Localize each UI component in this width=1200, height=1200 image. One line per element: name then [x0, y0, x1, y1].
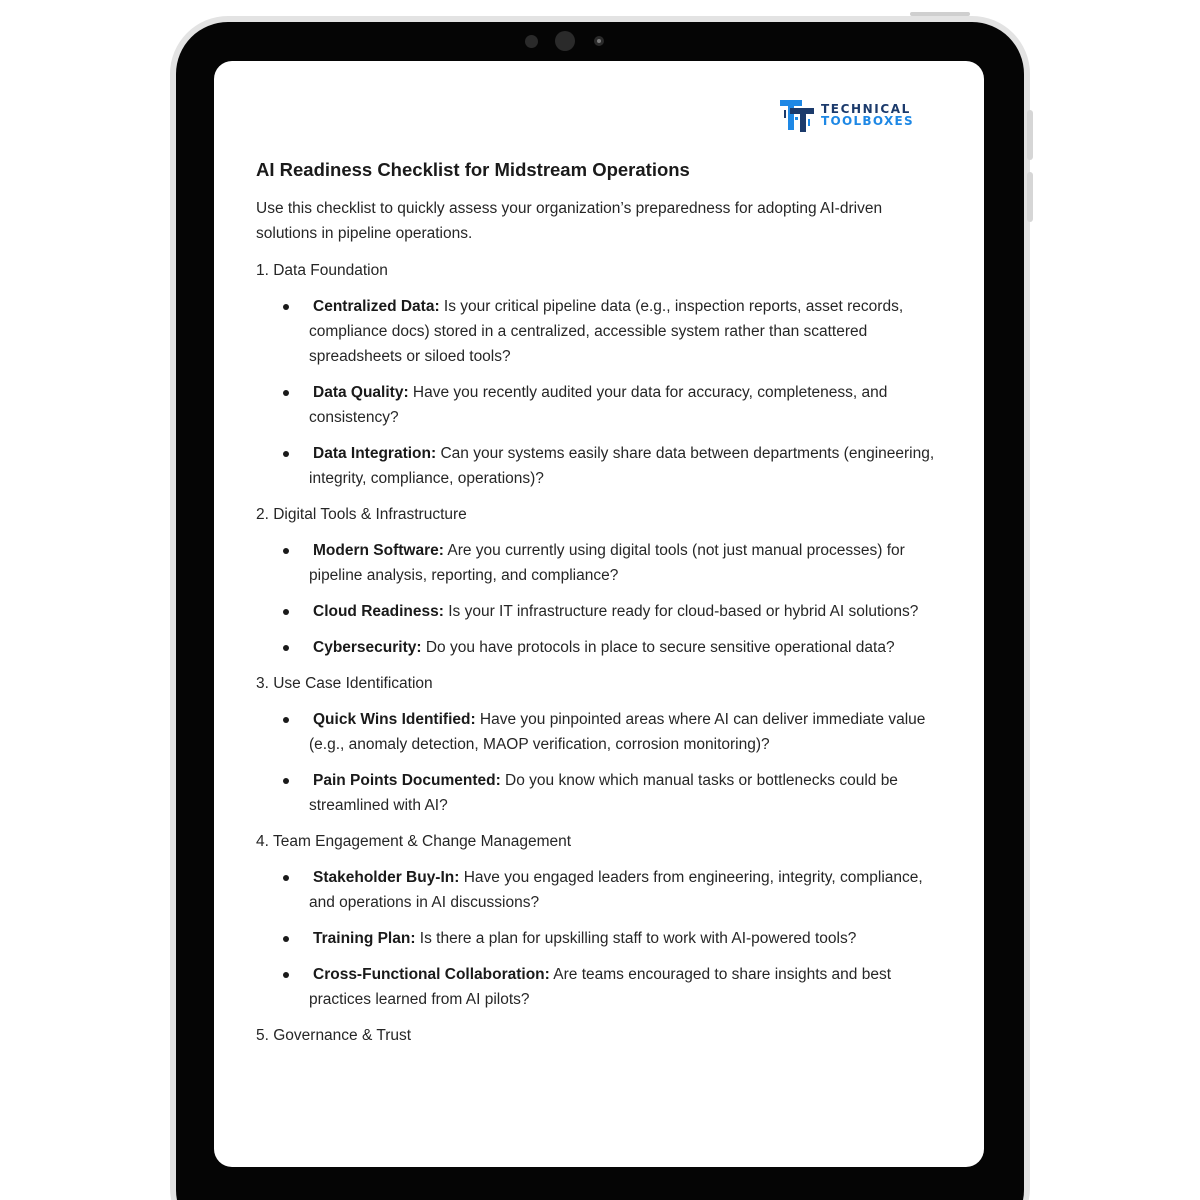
section-heading: 2. Digital Tools & Infrastructure	[256, 506, 467, 523]
bullet-icon	[283, 778, 289, 784]
bullet-icon	[283, 972, 289, 978]
checklist-item	[256, 707, 946, 757]
section-use-case-identification	[256, 671, 946, 818]
item-text: Is there a plan for upskilling staff to work with AI-powered tools?	[415, 930, 857, 947]
section-data-foundation	[256, 258, 946, 491]
item-text: Are you currently using digital tools (not just manual processes) for pipeline analysis, reporting, and compliance?	[309, 542, 905, 584]
logo-text-technical: TECHNICAL	[821, 102, 911, 116]
checklist-item	[256, 294, 946, 369]
checklist-item	[256, 768, 946, 818]
checklist-item	[256, 962, 946, 1012]
camera-icon	[555, 31, 575, 51]
section-heading: 1. Data Foundation	[256, 262, 388, 279]
item-text: Do you know which manual tasks or bottlenecks could be streamlined with AI?	[309, 772, 898, 814]
sensor-icon	[525, 35, 538, 48]
item-text: Can your systems easily share data between departments (engineering, integrity, compliance, operations)?	[309, 445, 935, 487]
bullet-icon	[283, 390, 289, 396]
bullet-icon	[283, 717, 289, 723]
item-text: Is your critical pipeline data (e.g., inspection reports, asset records, compliance docs) stored in a centralized, accessible system rather than scattered spreadsheets or siloed tools?	[309, 298, 904, 365]
section-heading: 3. Use Case Identification	[256, 675, 433, 692]
item-term: Modern Software:	[313, 542, 444, 559]
bullet-icon	[283, 936, 289, 942]
checklist-item	[256, 599, 946, 624]
bullet-list	[256, 707, 946, 818]
item-term: Data Integration:	[313, 445, 437, 462]
item-term: Cloud Readiness:	[313, 603, 444, 620]
tablet-volume-down-button	[1027, 172, 1033, 222]
section-heading: 4. Team Engagement & Change Management	[256, 833, 572, 850]
tablet-screen	[214, 61, 984, 1167]
bullet-icon	[283, 875, 289, 881]
item-text: Have you recently audited your data for accuracy, completeness, and consistency?	[309, 384, 888, 426]
section-digital-tools	[256, 502, 946, 660]
technical-toolboxes-logo-icon	[779, 97, 815, 133]
bullet-icon	[283, 609, 289, 615]
item-term: Cross-Functional Collaboration:	[313, 966, 550, 983]
checklist-item	[256, 380, 946, 430]
item-term: Stakeholder Buy-In:	[313, 869, 460, 886]
checklist-item	[256, 538, 946, 588]
logo-text-toolboxes: TOOLBOXES	[821, 114, 914, 128]
item-text: Have you pinpointed areas where AI can deliver immediate value (e.g., anomaly detection, MAOP verification, corrosion monitoring)?	[309, 711, 926, 753]
tablet-volume-up-button	[1027, 110, 1033, 160]
section-heading: 5. Governance & Trust	[256, 1027, 412, 1044]
item-text: Do you have protocols in place to secure sensitive operational data?	[421, 639, 895, 656]
item-term: Training Plan:	[313, 930, 416, 947]
item-term: Centralized Data:	[313, 298, 440, 315]
bullet-icon	[283, 451, 289, 457]
item-term: Pain Points Documented:	[313, 772, 501, 789]
tablet-top-button	[910, 12, 970, 16]
item-term: Data Quality:	[313, 384, 409, 401]
bullet-list	[256, 538, 946, 660]
bullet-list	[256, 294, 946, 491]
item-term: Cybersecurity:	[313, 639, 422, 656]
item-text: Is your IT infrastructure ready for cloud-based or hybrid AI solutions?	[443, 603, 919, 620]
checklist-item	[256, 635, 946, 660]
checklist-item	[256, 865, 946, 915]
company-logo	[779, 97, 914, 133]
checklist-item	[256, 926, 946, 951]
section-team-engagement	[256, 829, 946, 1012]
item-term: Quick Wins Identified:	[313, 711, 476, 728]
item-text: Have you engaged leaders from engineering, integrity, compliance, and operations in AI discussions?	[309, 869, 923, 911]
bullet-icon	[283, 645, 289, 651]
item-text: Are teams encouraged to share insights and best practices learned from AI pilots?	[309, 966, 892, 1008]
intro-paragraph: Use this checklist to quickly assess your organization’s preparedness for adopting AI-driven solutions in pipeline operations.	[256, 200, 883, 242]
section-governance-trust	[256, 1023, 946, 1048]
bullet-list	[256, 865, 946, 1012]
bullet-icon	[283, 548, 289, 554]
light-sensor-icon	[594, 36, 604, 46]
bullet-icon	[283, 304, 289, 310]
checklist-item	[256, 441, 946, 491]
page-title: AI Readiness Checklist for Midstream Operations	[256, 159, 690, 180]
checklist-sections	[256, 258, 946, 1048]
